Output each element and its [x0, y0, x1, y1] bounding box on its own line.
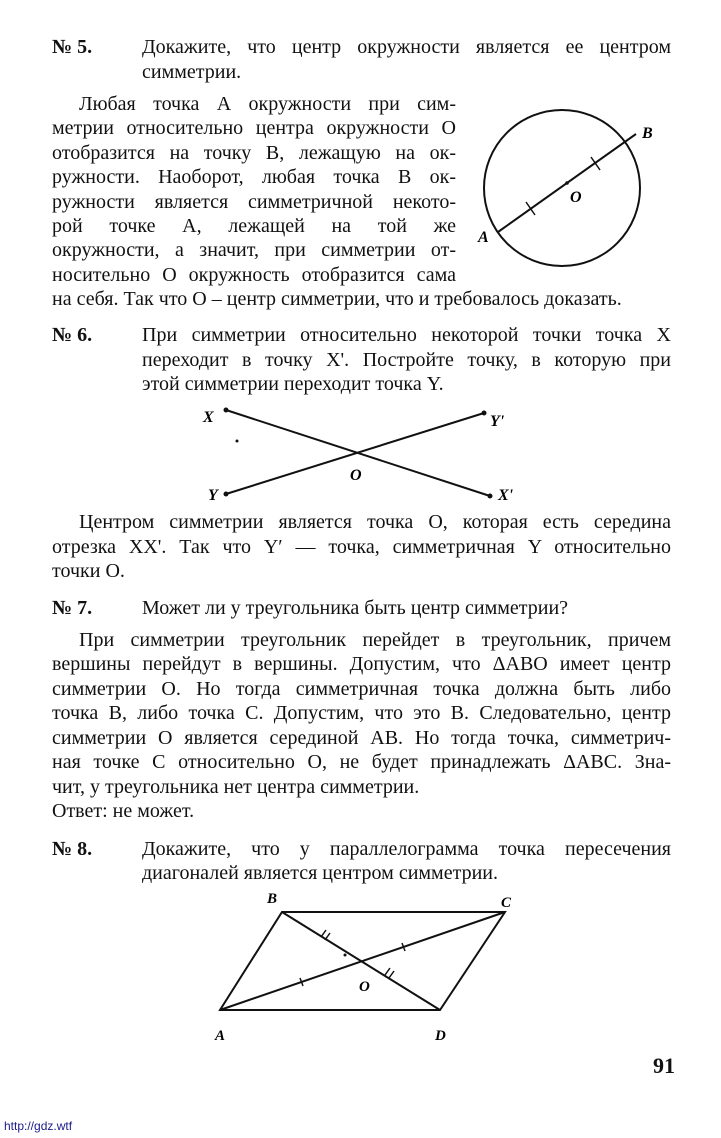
label-c: C — [501, 895, 512, 911]
problem-7-solution-line-7: чит, у треугольника нет центра симметрии. — [52, 776, 420, 798]
problem-7-solution-line-3: симметрии О. Но тогда симметричная точка должна быть либо — [52, 678, 671, 700]
problem-5-solution-line-9: на себя. Так что О – центр симметрии, что и требовалось доказать. — [52, 288, 622, 310]
point-y2 — [482, 411, 487, 416]
point-y — [224, 492, 229, 497]
tick-bo-2 — [325, 933, 330, 940]
problem-5-solution-line-7: окружности, а значит, при симметрии от- — [52, 239, 456, 261]
problem-5-solution-line-4: ружности. Наоборот, любая точка В ок- — [52, 166, 456, 188]
problem-8-statement-line-1: Докажите, что у параллелограмма точка пересечения — [142, 838, 671, 860]
problem-5-statement-line-2: симметрии. — [142, 61, 242, 83]
problem-6-solution-line-3: точки О. — [52, 560, 125, 582]
label-x: X — [203, 409, 214, 426]
label-x-prime: X' — [498, 487, 514, 504]
problem-5-solution-line-1: Любая точка А окружности при сим- — [79, 93, 456, 115]
problem-5-solution-line-8: носительно О окружность отобразится сама — [52, 264, 456, 286]
stray-dot — [236, 440, 239, 443]
label-o: O — [570, 189, 582, 206]
problem-5-solution-line-2: метрии относительно центра окружности О — [52, 117, 456, 139]
problem-7-answer: Ответ: не может. — [52, 800, 195, 822]
label-y-prime: Y' — [490, 413, 505, 430]
label-a: A — [215, 1028, 226, 1044]
problem-8-statement-line-2: диагоналей является центром симметрии. — [142, 862, 498, 884]
problem-6-statement-line-1: При симметрии относительно некоторой точки точка X — [142, 324, 671, 346]
problem-6-statement-line-2: переходит в точку X'. Постройте точку, в которую при — [142, 349, 671, 371]
problem-7-solution-line-5: симметрии О является серединой АВ. Но тогда точка, симметрич- — [52, 727, 671, 749]
label-a: A — [478, 229, 489, 246]
problem-7-solution-line-4: точка В, либо точка С. Допустим, что это В. Следовательно, центр — [52, 702, 671, 724]
tick-od-2 — [389, 971, 394, 978]
problem-6-statement-line-3: этой симметрии переходит точка Y. — [142, 373, 444, 395]
point-x — [224, 408, 229, 413]
problem-6-solution-line-1: Центром симметрии является точка О, которая есть середина — [79, 511, 671, 533]
problem-8-number: № 8. — [52, 838, 93, 860]
point-symmetry-figure — [200, 400, 530, 510]
stray-dot — [344, 954, 347, 957]
label-o: O — [359, 979, 370, 995]
diagonal-bd — [282, 912, 440, 1010]
tick-bo-1 — [321, 930, 326, 937]
problem-6-solution-line-2: отрезка XX'. Так что Y′ — точка, симметричная Y относительно — [52, 536, 671, 558]
center-point-o — [565, 181, 569, 185]
label-b: B — [267, 891, 278, 907]
tick-od-1 — [385, 968, 390, 975]
problem-5-statement-line-1: Докажите, что центр окружности является ее центром — [142, 36, 671, 58]
label-y: Y — [208, 487, 218, 504]
parallelogram-figure — [205, 885, 535, 1050]
problem-7-statement: Может ли у треугольника быть центр симметрии? — [142, 597, 569, 619]
tick-mark-ao — [526, 202, 535, 215]
problem-6-number: № 6. — [52, 324, 93, 346]
problem-7-solution-line-1: При симметрии треугольник перейдет в треугольник, причем — [79, 629, 671, 651]
circle-symmetry-figure — [470, 90, 670, 290]
problem-5-solution-line-3: отобразится на точку В, лежащую на ок- — [52, 142, 456, 164]
tick-mark-ob — [591, 157, 600, 170]
page-number: 91 — [653, 1053, 675, 1078]
watermark-link[interactable]: http://gdz.wtf — [4, 1119, 73, 1133]
label-d: D — [435, 1028, 446, 1044]
label-b: B — [642, 125, 653, 142]
problem-7-solution-line-6: ная точке С относительно О, не будет принадлежать ΔАВС. Зна- — [52, 751, 671, 773]
problem-5-number: № 5. — [52, 36, 93, 58]
problem-7-number: № 7. — [52, 597, 93, 619]
circle — [484, 110, 640, 266]
label-o: O — [350, 467, 362, 484]
problem-7-solution-line-2: вершины перейдут в вершины. Допустим, что ΔАВО имеет центр — [52, 653, 671, 675]
point-x2 — [488, 494, 493, 499]
problem-5-solution-line-5: ружности является симметричной некото- — [52, 191, 456, 213]
problem-5-solution-line-6: рой точке А, лежащей на той же — [52, 215, 456, 237]
